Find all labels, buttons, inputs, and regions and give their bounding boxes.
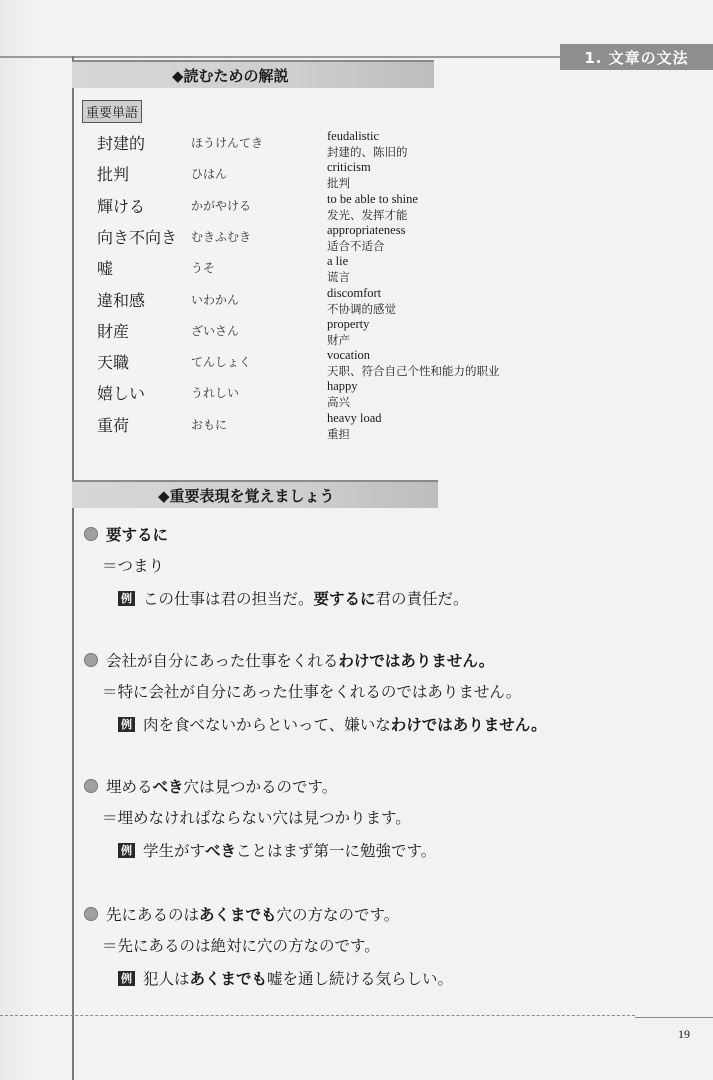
- footer-dashed-rule: [0, 1015, 635, 1016]
- vocab-word: 違和感: [97, 290, 146, 310]
- circle-bullet-icon: [84, 779, 98, 793]
- vocab-word: 批判: [97, 165, 130, 185]
- vocab-row: [97, 381, 617, 412]
- expression-paraphrase: ＝先にあるのは絶対に穴の方なのです。: [102, 937, 380, 955]
- vocab-reading: ほうけんてき: [191, 136, 264, 150]
- vocab-chinese: 发光、发挥才能: [327, 207, 408, 222]
- vocab-row: [97, 316, 617, 350]
- vocab-chinese: 谎言: [327, 270, 350, 285]
- vocab-reading: うれしい: [191, 386, 240, 401]
- expression-text: 埋める: [106, 778, 153, 796]
- expression-highlight: べき: [205, 842, 237, 860]
- vocab-reading: むきふむき: [191, 229, 252, 244]
- circle-bullet-icon: [84, 907, 98, 921]
- section-title-reading: ◆読むための解説: [72, 60, 434, 88]
- vocab-reading: てんしょく: [191, 355, 252, 370]
- expression-paraphrase: ＝特に会社が自分にあった仕事をくれるのではありません。: [102, 683, 522, 701]
- example-badge-icon: 例: [118, 717, 135, 732]
- expression-highlight: わけではありません。: [338, 652, 495, 670]
- example-badge-icon: 例: [118, 843, 135, 858]
- vocab-chinese: 天职、符合自己个性和能力的职业: [327, 364, 500, 379]
- vocab-row: [97, 350, 617, 381]
- expression-text: 穴は見つかるのです。: [183, 778, 338, 796]
- expression-paraphrase: ＝つまり: [102, 557, 165, 575]
- vocab-word: 重荷: [97, 415, 130, 435]
- vocab-english: to be able to shine: [327, 191, 418, 206]
- expression-highlight: あくまでも: [189, 970, 268, 988]
- expression-block: [84, 774, 684, 862]
- vocab-chinese: 高兴: [327, 395, 350, 410]
- vocab-chinese: 适合不适合: [327, 238, 385, 253]
- vocab-chinese: 不协调的感觉: [327, 301, 396, 316]
- page-number: 19: [678, 1027, 690, 1041]
- expression-text: 嘘を通し続ける気らしい。: [267, 970, 454, 988]
- vocab-row: [97, 410, 617, 444]
- expression-heading: [84, 522, 684, 546]
- vocab-row: [97, 162, 617, 193]
- expression-block: [84, 522, 684, 610]
- vocab-word: 財産: [97, 321, 130, 341]
- vocab-chinese: 封建的、陈旧的: [327, 145, 408, 159]
- vocab-english: feudalistic: [327, 129, 380, 143]
- expression-highlight: 要するに: [106, 526, 169, 544]
- vocab-word: 向き不向き: [97, 227, 178, 247]
- vocab-label: 重要単語: [82, 100, 142, 123]
- vocab-row: [97, 256, 617, 287]
- expression-text: この仕事は君の担当だ。: [143, 590, 314, 608]
- vocab-word: 嘘: [97, 259, 114, 279]
- vocab-reading: ざいさん: [191, 323, 240, 338]
- left-margin-rule: [72, 56, 74, 1080]
- expression-example: [118, 712, 684, 736]
- expression-text: 肉を食べないからといって、嫌いな: [143, 716, 391, 734]
- vocab-row: [97, 131, 617, 162]
- circle-bullet-icon: [84, 653, 98, 667]
- chapter-tab: 1. 文章の文法: [560, 44, 713, 70]
- expression-paraphrase: ＝埋めなければならない穴は見つかります。: [102, 809, 411, 827]
- expression-block: [84, 648, 684, 736]
- vocab-reading: かがやける: [191, 198, 252, 213]
- expression-highlight: べき: [152, 778, 184, 796]
- vocab-english: happy: [327, 379, 358, 394]
- vocab-english: discomfort: [327, 285, 382, 300]
- expression-heading: [84, 902, 684, 926]
- expression-text: 会社が自分にあった仕事をくれる: [106, 652, 339, 670]
- expression-example: [118, 838, 684, 862]
- vocab-row: [97, 191, 617, 225]
- expression-heading: [84, 648, 684, 672]
- expression-example: [118, 966, 684, 990]
- expression-text: 穴の方なのです。: [276, 906, 400, 924]
- vocab-reading: おもに: [191, 417, 228, 432]
- circle-bullet-icon: [84, 527, 98, 541]
- vocab-chinese: 批判: [327, 176, 350, 191]
- expression-block: [84, 902, 684, 990]
- expression-text: 学生がす: [143, 842, 206, 860]
- vocab-word: 嬉しい: [97, 384, 146, 404]
- example-badge-icon: 例: [118, 591, 135, 606]
- vocab-word: 輝ける: [97, 196, 146, 216]
- expression-highlight: 要するに: [313, 590, 376, 608]
- vocab-word: 天職: [97, 353, 130, 373]
- vocab-chinese: 财产: [327, 332, 350, 347]
- vocab-english: a lie: [327, 254, 349, 269]
- section-title-expressions: ◆重要表現を覚えましょう: [72, 480, 438, 508]
- vocab-reading: ひはん: [191, 167, 228, 182]
- vocab-row: [97, 222, 617, 256]
- vocab-english: vocation: [327, 348, 371, 363]
- vocab-row: [97, 285, 617, 319]
- expression-text: ことはまず第一に勉強です。: [236, 842, 437, 860]
- vocab-word: 封建的: [97, 134, 146, 153]
- vocab-english: heavy load: [327, 410, 382, 425]
- expression-text: 君の責任だ。: [375, 590, 469, 608]
- vocab-english: criticism: [327, 160, 371, 175]
- page-number-rule: [635, 1017, 713, 1018]
- vocab-chinese: 重担: [327, 426, 350, 441]
- expression-highlight: あくまでも: [199, 906, 277, 924]
- expression-highlight: わけではありません。: [390, 716, 547, 734]
- expression-text: 先にあるのは: [106, 906, 200, 924]
- vocab-reading: いわかん: [191, 292, 240, 307]
- vocab-reading: うそ: [191, 261, 216, 276]
- example-badge-icon: 例: [118, 971, 135, 986]
- vocab-english: property: [327, 316, 370, 331]
- expression-heading: [84, 774, 684, 798]
- vocab-english: appropriateness: [327, 222, 406, 237]
- expression-example: [118, 586, 684, 610]
- expression-text: 犯人は: [143, 970, 190, 988]
